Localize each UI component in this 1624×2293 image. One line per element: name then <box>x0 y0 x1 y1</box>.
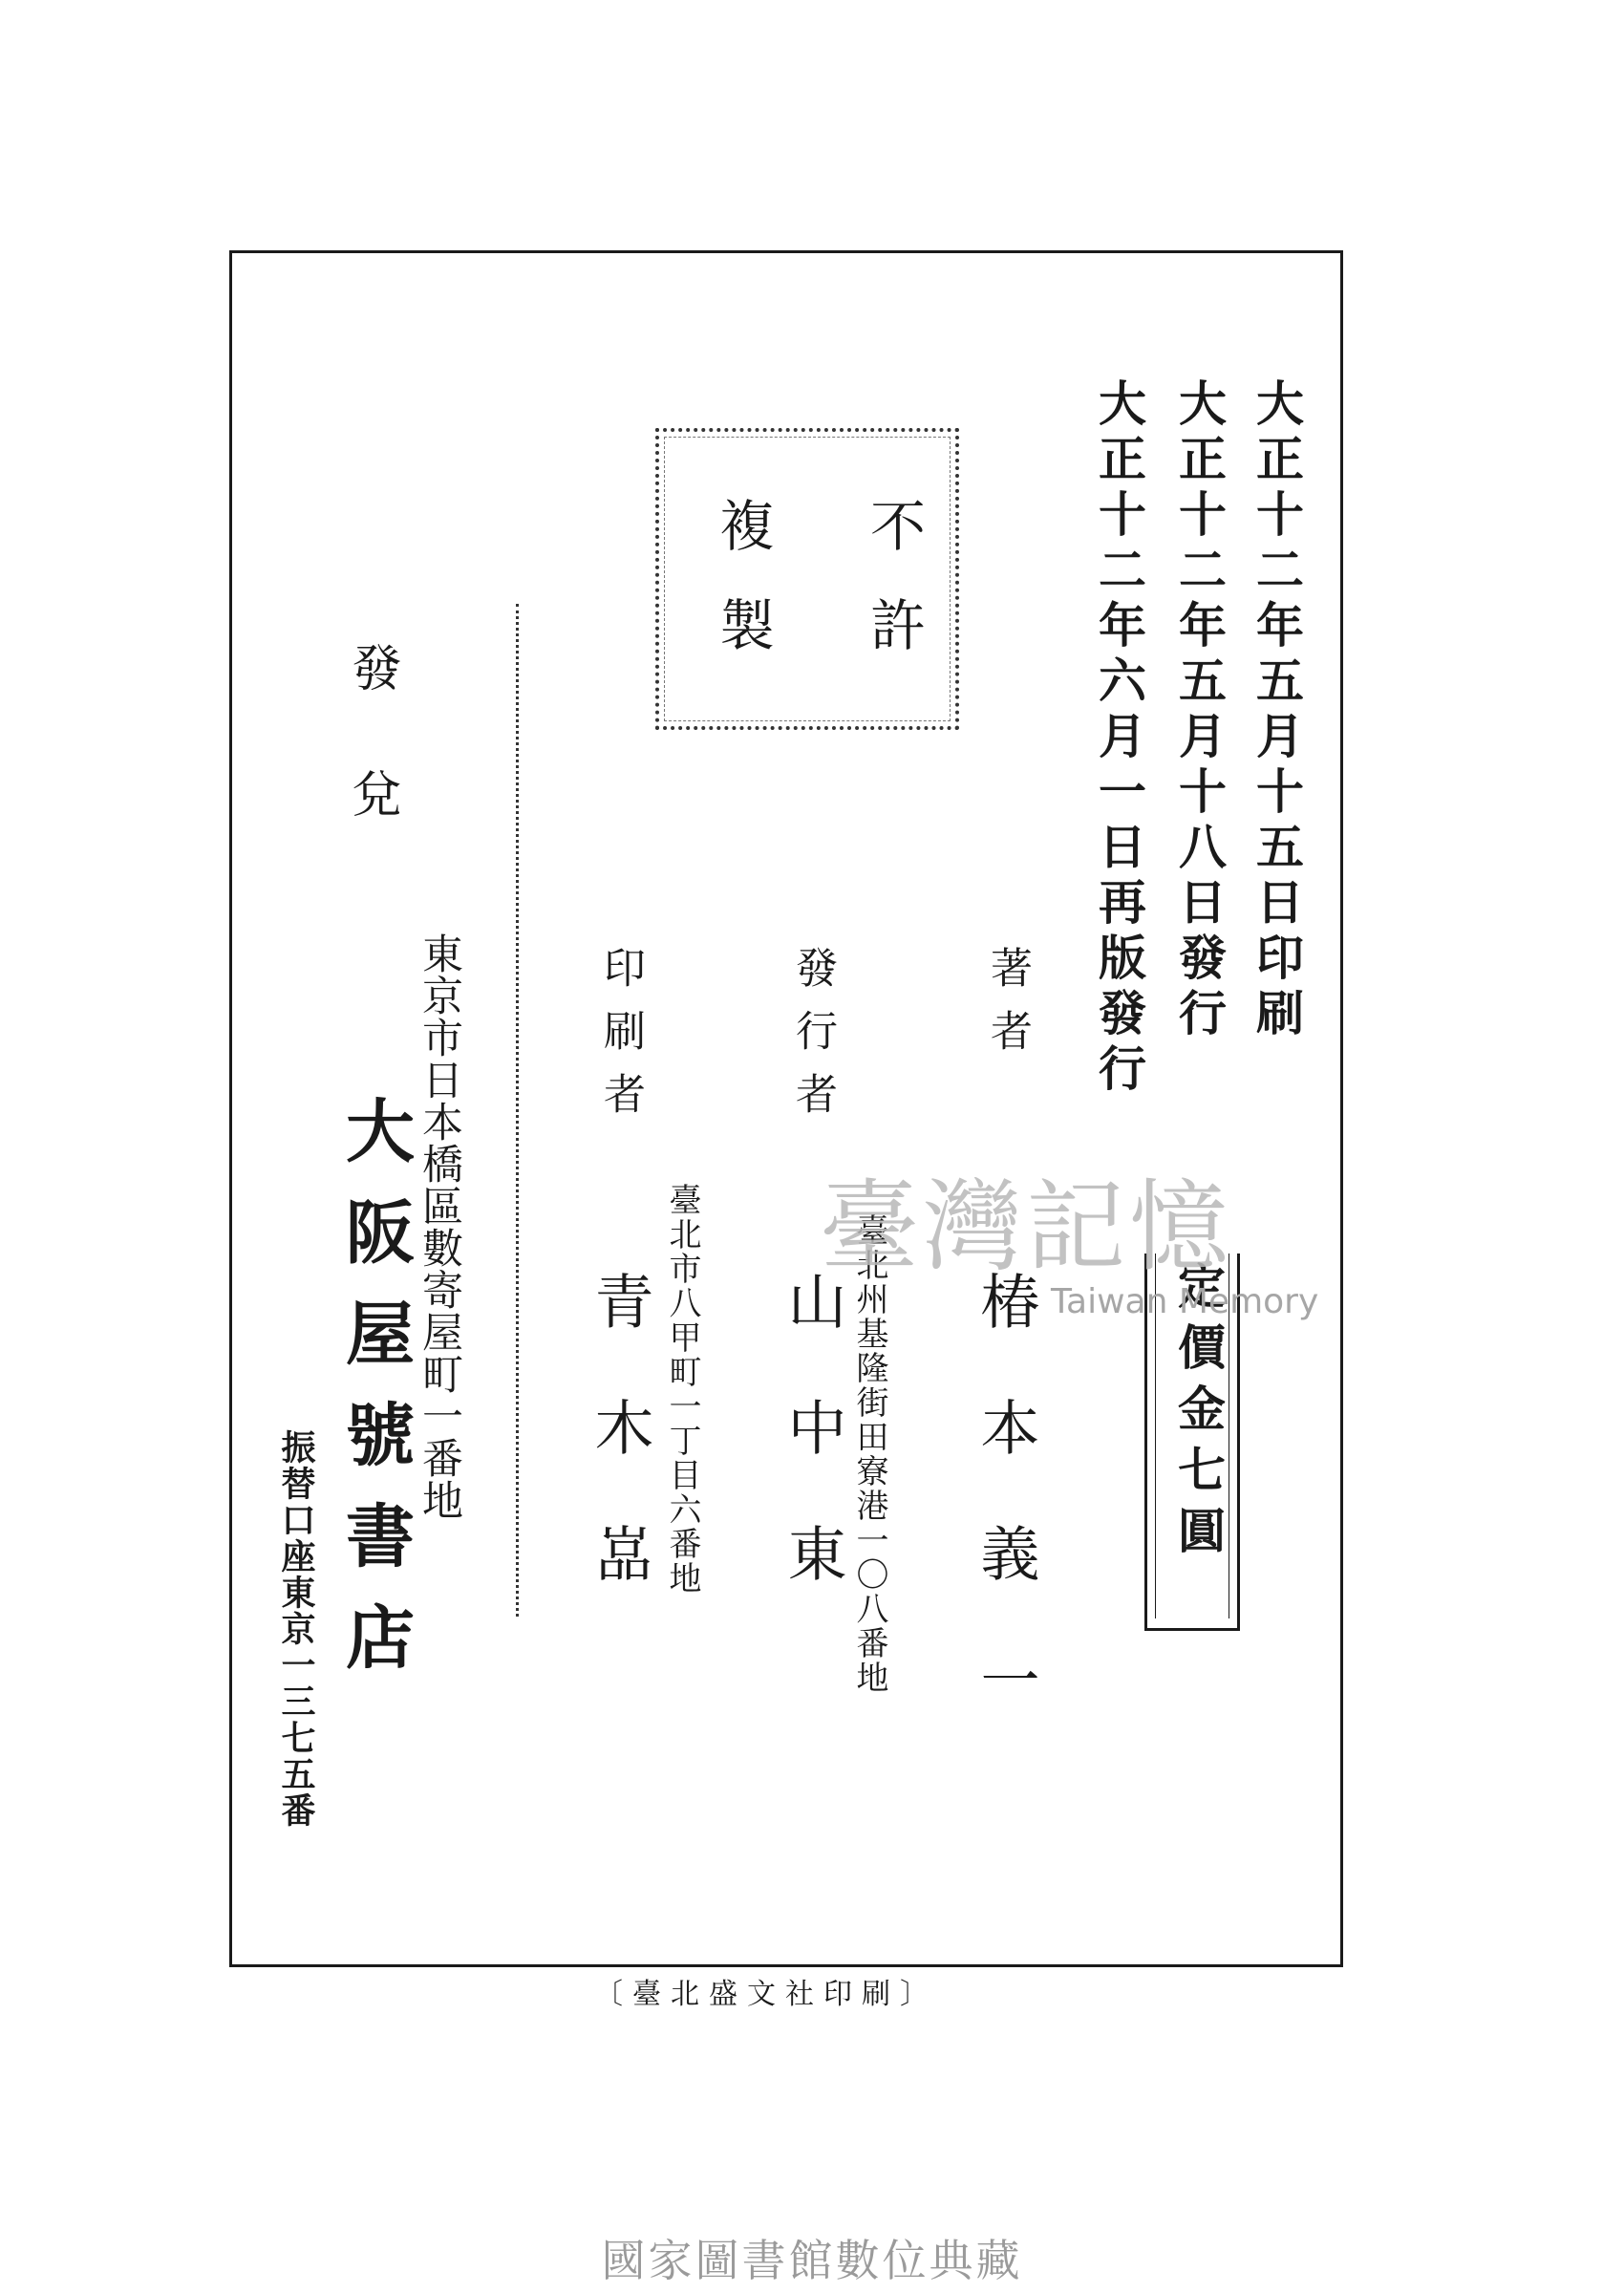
price-label: 定價金七圓 <box>1170 1261 1227 1567</box>
issuer-address: 東京市日本橋區數寄屋町一番地 <box>416 932 463 1521</box>
stamp-right-text: 不許 <box>861 497 926 696</box>
taiwan-memory-watermark: 臺灣記憶 <box>820 1168 1233 1285</box>
printer-name: 青木嵓 <box>585 1271 654 1649</box>
taiwan-memory-watermark-english: Taiwan Memory <box>1051 1282 1319 1321</box>
author-name: 椿本義一 <box>971 1271 1040 1775</box>
stamp-left-text: 複製 <box>710 497 775 696</box>
transfer-account: 振替口座東京一三七五番 <box>276 1429 316 1829</box>
issuer-name: 大阪屋號書店 <box>334 1095 416 1703</box>
publisher-role: 發行者 <box>788 946 837 1135</box>
publisher-address: 臺北州基隆街田寮港一〇八番地 <box>850 1213 888 1695</box>
dotted-divider <box>516 604 519 1617</box>
issuer-label: 發兌 <box>343 642 400 894</box>
reprint-date: 大正十二年六月一日再版發行 <box>1091 378 1147 1099</box>
print-shop-credit: 〔臺北盛文社印刷〕 <box>594 1978 938 2011</box>
library-credit-footer: 國家圖書館數位典藏 <box>601 2235 1023 2286</box>
print-date: 大正十二年五月十五日印刷 <box>1249 378 1305 1043</box>
author-role: 著者 <box>983 946 1032 1072</box>
publish-date: 大正十二年五月十八日發行 <box>1171 378 1228 1043</box>
printer-role: 印刷者 <box>596 946 645 1135</box>
printer-address: 臺北市八甲町一丁目六番地 <box>663 1183 701 1596</box>
publisher-name: 山中東 <box>778 1271 847 1649</box>
